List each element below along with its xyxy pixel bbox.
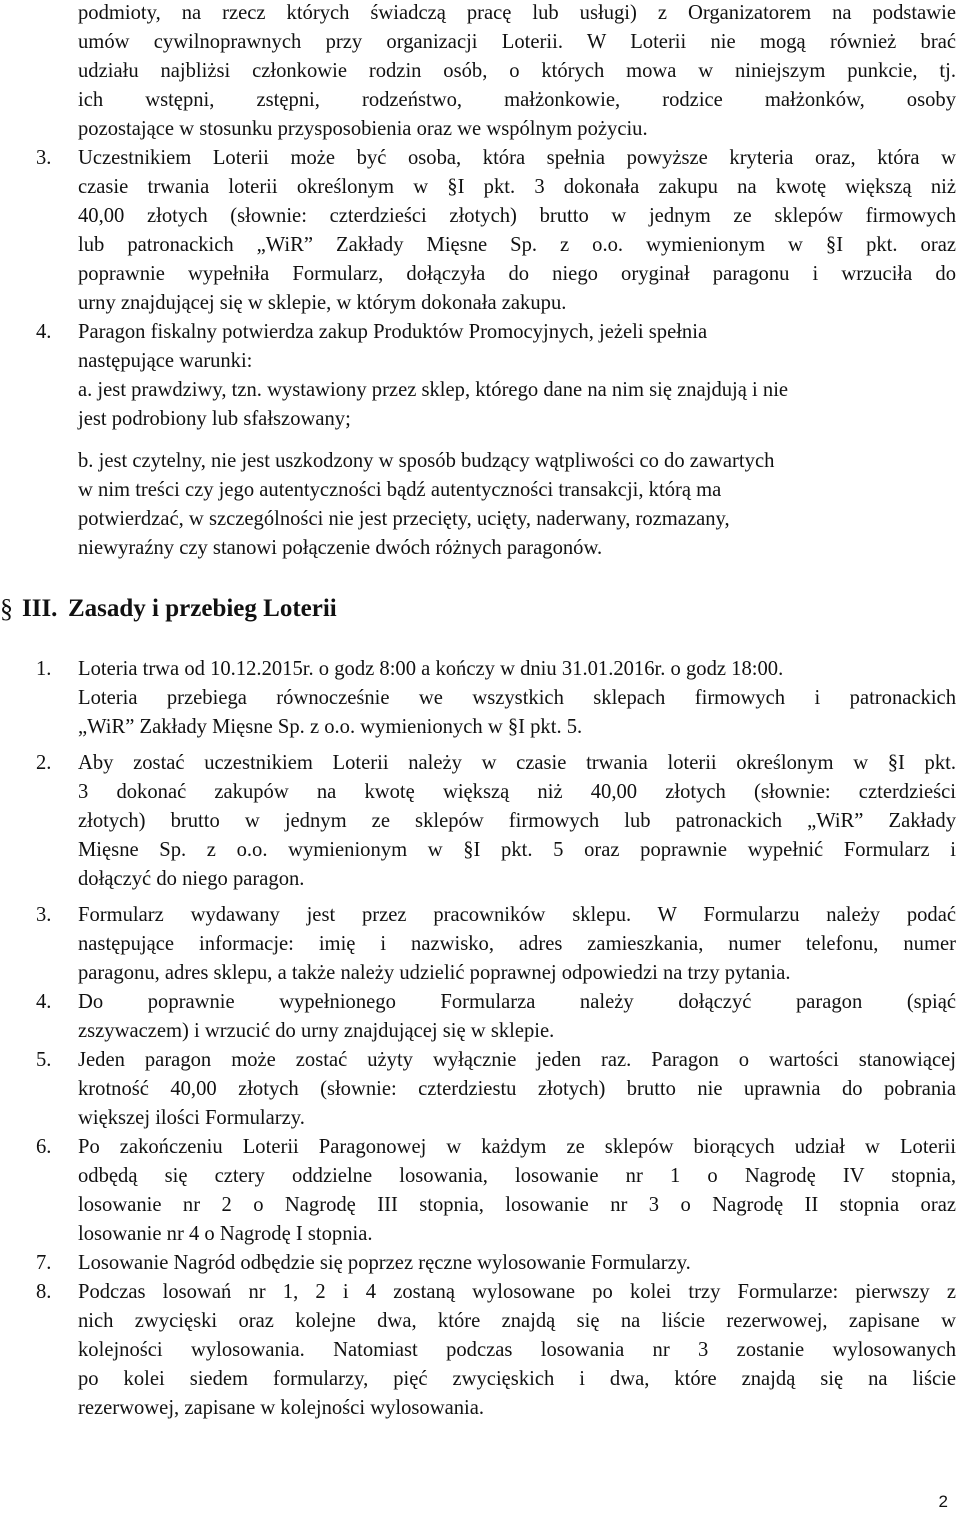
text-line: „WiR” Zakłady Mięsne Sp. z o.o. wymienionych w §I pkt. 5. xyxy=(78,716,583,738)
item-number: 4. xyxy=(36,321,52,343)
text-line: następujące warunki: xyxy=(78,350,253,372)
text-line: Paragon fiskalny potwierdza zakup Produktów Promocyjnych, jeżeli spełnia xyxy=(78,321,708,343)
text-line: Uczestnikiem Loterii może być osoba, która spełnia powyższe kryteria oraz, która w xyxy=(78,147,956,169)
text-line: Loteria przebiega równocześnie we wszystkich sklepach firmowych i patronackich xyxy=(78,687,956,709)
section-heading xyxy=(0,591,500,627)
text-line: dołączyć do niego paragon. xyxy=(78,868,305,890)
text-line: złotych) brutto w jednym ze sklepów firmowych lub patronackich „WiR” Zakłady xyxy=(78,810,956,832)
text-line: a. jest prawdziwy, tzn. wystawiony przez sklep, którego dane na nim się znajdują i nie xyxy=(78,379,789,401)
text-line: lub patronackich „WiR” Zakłady Mięsne Sp. z o.o. wymienionym w §I pkt. oraz xyxy=(78,234,956,256)
text-line: 40,00 złotych (słownie: czterdzieści złotych) brutto w jednym ze sklepów firmowych xyxy=(78,205,956,227)
text-line: niewyraźny czy stanowi połączenie dwóch różnych paragonów. xyxy=(78,537,603,559)
item-number: 6. xyxy=(36,1136,52,1158)
text-line: większej ilości Formularzy. xyxy=(78,1107,305,1129)
item-number: 5. xyxy=(36,1049,52,1071)
text-line: ich wstępni, zstępni, rodzeństwo, małżonkowie, rodzice małżonków, osoby xyxy=(78,89,956,111)
text-line: podmioty, na rzecz których świadczą pracę lub usługi) z Organizatorem na podstawie xyxy=(78,2,956,24)
text-line: poprawnie wypełniła Formularz, dołączyła do niego oryginał paragonu i wrzuciła do xyxy=(78,263,956,285)
section-mark: § xyxy=(0,594,13,623)
text-line: paragonu, adres sklepu, a także należy udzielić poprawnej odpowiedzi na trzy pytania. xyxy=(78,962,791,984)
text-line: rezerwowej, zapisane w kolejności wylosowania. xyxy=(78,1397,485,1419)
text-line: czasie trwania loterii określonym w §I pkt. 3 dokonała zakupu na kwotę większą niż xyxy=(78,176,956,198)
text-line: udziału najbliżsi członkowie rodzin osób, o których mowa w niniejszym punkcie, tj. xyxy=(78,60,956,82)
item-number: 3. xyxy=(36,147,52,169)
text-line: potwierdzać, w szczególności nie jest przecięty, ucięty, naderwany, rozmazany, xyxy=(78,508,730,530)
text-line: losowanie nr 4 o Nagrodę I stopnia. xyxy=(78,1223,373,1245)
text-line: urny znajdującej się w sklepie, w którym dokonała zakupu. xyxy=(78,292,567,314)
text-line: 3 dokonać zakupów na kwotę większą niż 40,00 złotych (słownie: czterdzieści xyxy=(78,781,956,803)
text-line: Do poprawnie wypełnionego Formularza należy dołączyć paragon (spiąć xyxy=(78,991,956,1013)
text-line: następujące informacje: imię i nazwisko, adres zamieszkania, numer telefonu, numer xyxy=(78,933,956,955)
text-line: po kolei siedem formularzy, pięć zwycięskich i dwa, które znajdą się na liście xyxy=(78,1368,956,1390)
text-line: Formularz wydawany jest przez pracowników sklepu. W Formularzu należy podać xyxy=(78,904,956,926)
text-line: zszywaczem) i wrzucić do urny znajdującej się w sklepie. xyxy=(78,1020,555,1042)
text-line: Losowanie Nagród odbędzie się poprzez ręczne wylosowanie Formularzy. xyxy=(78,1252,691,1274)
text-line: losowanie nr 2 o Nagrodę III stopnia, losowanie nr 3 o Nagrodę II stopnia oraz xyxy=(78,1194,956,1216)
text-line: Loteria trwa od 10.12.2015r. o godz 8:00 a kończy w dniu 31.01.2016r. o godz 18:00. xyxy=(78,658,784,680)
text-line: umów cywilnoprawnych przy organizacji Loterii. W Loterii nie mogą również brać xyxy=(78,31,956,53)
text-line: Po zakończeniu Loterii Paragonowej w każdym ze sklepów biorących udział w Loterii xyxy=(78,1136,956,1158)
text-line: Jeden paragon może zostać użyty wyłącznie jeden raz. Paragon o wartości stanowiącej xyxy=(78,1049,956,1071)
item-number: 2. xyxy=(36,752,52,774)
section-number: III. xyxy=(22,595,58,622)
text-line: krotność 40,00 złotych (słownie: czterdziestu złotych) brutto nie uprawnia do pobrania xyxy=(78,1078,956,1100)
text-line: nich zwycięski oraz kolejne dwa, które znajdą się na liście rezerwowej, zapisane w xyxy=(78,1310,956,1332)
item-number: 3. xyxy=(36,904,52,926)
page-number: 2 xyxy=(938,1492,948,1511)
text-line: jest podrobiony lub sfałszowany; xyxy=(78,408,351,430)
text-line: pozostające w stosunku przysposobienia oraz we wspólnym pożyciu. xyxy=(78,118,648,140)
text-line: b. jest czytelny, nie jest uszkodzony w sposób budzący wątpliwości co do zawartych xyxy=(78,450,775,472)
item-number: 4. xyxy=(36,991,52,1013)
item-number: 1. xyxy=(36,658,52,680)
text-line: odbędą się cztery oddzielne losowania, losowanie nr 1 o Nagrodę IV stopnia, xyxy=(78,1165,956,1187)
text-line: Aby zostać uczestnikiem Loterii należy w czasie trwania loterii określonym w §I pkt. xyxy=(78,752,956,774)
text-line: Mięsne Sp. z o.o. wymienionym w §I pkt. 5 oraz poprawnie wypełnić Formularz i xyxy=(78,839,956,861)
text-line: Podczas losowań nr 1, 2 i 4 zostaną wylosowane po kolei trzy Formularze: pierwszy z xyxy=(78,1281,956,1303)
section-title: Zasady i przebieg Loterii xyxy=(68,595,337,622)
text-line: kolejności wylosowania. Natomiast podczas losowania nr 3 zostanie wylosowanych xyxy=(78,1339,956,1361)
text-line: w nim treści czy jego autentyczności bądź autentyczności transakcji, którą ma xyxy=(78,479,722,501)
item-number: 8. xyxy=(36,1281,52,1303)
item-number: 7. xyxy=(36,1252,52,1274)
